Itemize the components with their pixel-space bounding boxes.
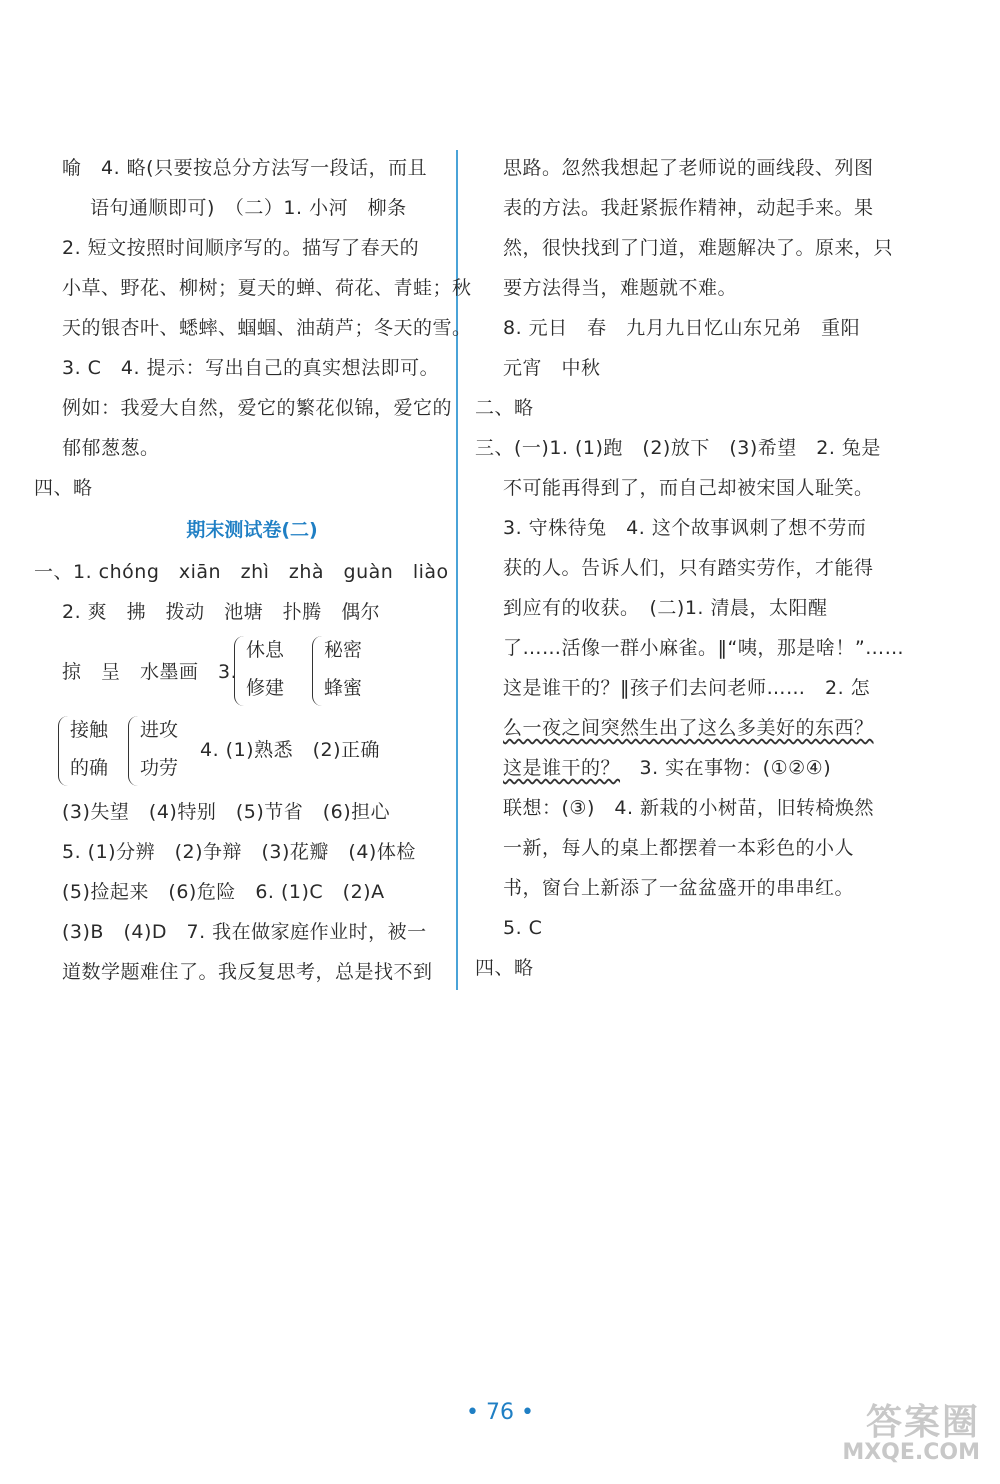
answer-line: 元宵 中秋 — [503, 357, 601, 379]
left-column — [34, 148, 472, 992]
answer-line: (3)B (4)D 7. 我在做家庭作业时，被一 — [62, 921, 427, 943]
answer-line: 了……活像一群小麻雀。‖“咦，那是啥！”…… — [503, 637, 905, 659]
word-group-row-2 — [62, 712, 442, 792]
word: 秘密 — [324, 639, 363, 661]
answer-line: 三、(一)1. (1)跑 (2)放下 (3)希望 2. 兔是 — [475, 437, 881, 459]
section-title: 期末测试卷(二) — [186, 519, 318, 541]
word: 修建 — [246, 677, 285, 699]
word: 进攻 — [140, 719, 179, 741]
answer-line: 5. (1)分辨 (2)争辩 (3)花瓣 (4)体检 — [62, 841, 416, 863]
answer-line: 郁郁葱葱。 — [62, 437, 160, 459]
answer-line: 语句通顺即可) （二）1. 小河 柳条 — [90, 197, 407, 219]
section-heading: 四、略 — [34, 477, 93, 499]
right-column — [475, 148, 905, 988]
answer-line: 例如：我爱大自然，爱它的繁花似锦，爱它的 — [62, 397, 453, 419]
answer-line: 这是谁干的？‖孩子们去问老师…… 2. 怎 — [503, 677, 871, 699]
answer-line: 书，窗台上新添了一盆盆盛开的串串红。 — [503, 877, 855, 899]
answer-line: 一新，每人的桌上都摆着一本彩色的小人 — [503, 837, 855, 859]
answer-line: 掠 呈 水墨画 3. — [62, 661, 238, 683]
answer-line: 思路。忽然我想起了老师说的画线段、列图 — [503, 157, 874, 179]
section-heading: 四、略 — [475, 957, 534, 979]
answer-line: 获的人。告诉人们，只有踏实劳作，才能得 — [503, 557, 874, 579]
answer-line: 道数学题难住了。我反复思考，总是找不到 — [62, 961, 433, 983]
answer-line: 2. 短文按照时间顺序写的。描写了春天的 — [62, 237, 420, 259]
underlined-text: 这是谁干的？ — [503, 757, 621, 779]
answer-line — [475, 748, 885, 788]
brace-icon — [312, 636, 323, 706]
word: 的确 — [70, 757, 109, 779]
answer-line — [475, 708, 885, 748]
answer-line: 喻 4. 略(只要按总分方法写一段话，而且 — [62, 157, 428, 179]
answer-line: 到应有的收获。 (二)1. 清晨，太阳醒 — [503, 597, 828, 619]
answer-line: 然，很快找到了门道，难题解决了。原来，只 — [503, 237, 894, 259]
answer-line: 小草、野花、柳树；夏天的蝉、荷花、青蛙；秋 — [62, 277, 472, 299]
word: 功劳 — [140, 757, 179, 779]
word: 休息 — [246, 639, 285, 661]
brace-icon — [128, 716, 139, 786]
answer-text: 3. 实在事物：(①②④) — [620, 757, 832, 779]
answer-line: 3. C 4. 提示：写出自己的真实想法即可。 — [62, 357, 440, 379]
watermark-url: MXQE.COM — [842, 1440, 980, 1465]
answer-line: 天的银杏叶、蟋蟀、蝈蝈、油葫芦；冬天的雪。 — [62, 317, 472, 339]
word: 接触 — [70, 719, 109, 741]
underlined-text: 么一夜之间突然生出了这么多美好的东西？ — [503, 717, 874, 739]
answer-line: 一、1. chóng xiān zhì zhà guàn liào — [34, 561, 449, 583]
answer-line: (5)捡起来 (6)危险 6. (1)C (2)A — [62, 881, 385, 903]
answer-line: 2. 爽 拂 拨动 池塘 扑腾 偶尔 — [62, 601, 381, 623]
answer-line: 8. 元日 春 九月九日忆山东兄弟 重阳 — [503, 317, 861, 339]
section-heading: 二、略 — [475, 397, 534, 419]
answer-line: 5. C — [503, 917, 543, 939]
watermark-text: 答案圈 — [865, 1402, 980, 1443]
page-number: • 76 • — [466, 1400, 534, 1425]
answer-line: 联想：(③) 4. 新栽的小树苗，旧转椅焕然 — [503, 797, 875, 819]
brace-icon — [234, 636, 245, 706]
answer-line: 3. 守株待兔 4. 这个故事讽刺了想不劳而 — [503, 517, 867, 539]
answer-line: 要方法得当，难题就不难。 — [503, 277, 738, 299]
word-group-row-1 — [62, 632, 442, 712]
column-divider — [456, 150, 458, 990]
word: 蜂蜜 — [324, 677, 363, 699]
answer-line: 不可能再得到了，而自己却被宋国人耻笑。 — [503, 477, 874, 499]
answer-line: 4. (1)熟悉 (2)正确 — [200, 739, 380, 761]
answer-line: (3)失望 (4)特别 (5)节省 (6)担心 — [62, 801, 391, 823]
answer-line: 表的方法。我赶紧振作精神，动起手来。果 — [503, 197, 874, 219]
brace-icon — [58, 716, 69, 786]
watermark-logo — [836, 1394, 986, 1472]
